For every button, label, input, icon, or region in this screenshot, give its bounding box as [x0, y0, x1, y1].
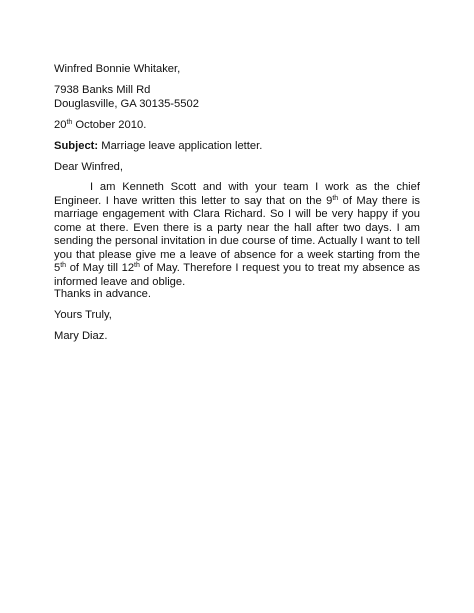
salutation: Dear Winfred, — [54, 161, 124, 173]
subject-line — [54, 139, 420, 153]
body-part-3: of May till 12 — [66, 262, 135, 274]
recipient-address — [54, 83, 420, 111]
body-part-4: of May. Therefore I request you to treat my absence as informed leave and oblige. — [54, 262, 420, 288]
date-rest: October 2010. — [72, 119, 147, 131]
address-line-2: Douglasville, GA 30135-5502 — [54, 98, 199, 110]
recipient-name: Winfred Bonnie Whitaker, — [54, 63, 181, 75]
body-sup-2: th — [60, 262, 67, 269]
address-line-1: 7938 Banks Mill Rd — [54, 84, 151, 96]
body-sup-3: th — [134, 262, 140, 269]
date-day: 20 — [54, 119, 67, 131]
date-suffix: th — [66, 119, 73, 126]
body-part-1: I am Kenneth Scott and with your team I work as the chief Engineer. I have written this letter to say that on the 9 — [54, 181, 420, 207]
subject-text: Marriage leave application letter. — [98, 140, 263, 152]
sign-off: Yours Truly, — [54, 309, 112, 321]
body-sup-1: th — [332, 194, 339, 202]
body-part-2: of May there is marriage engagement with Clara Richard. So I will be very happy if you come at there. Even there is a party near the hall after two days. I am sending the personal invitation in due course of time. Actually I want to tell you that please give me a leave of absence for a week starting from the 5 — [54, 194, 420, 274]
letter-body — [54, 181, 420, 289]
signature-name: Mary Diaz. — [54, 330, 108, 342]
subject-label: Subject: — [54, 140, 99, 152]
closing-thanks: Thanks in advance. — [54, 288, 152, 300]
letter-date — [54, 118, 420, 132]
